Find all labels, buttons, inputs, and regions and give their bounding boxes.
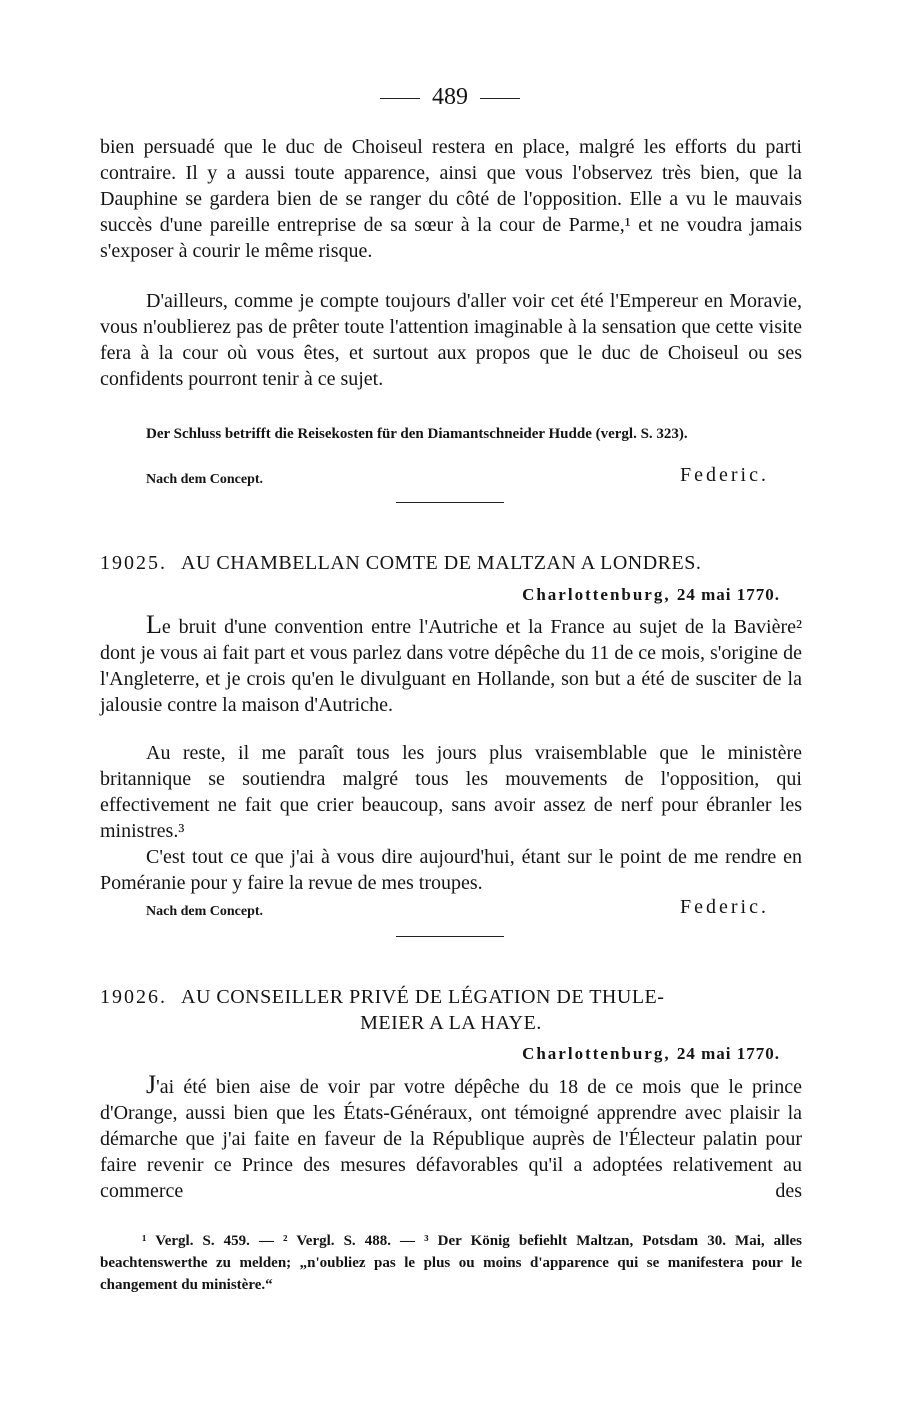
- header-dash-left: [380, 98, 420, 99]
- letter-heading: [100, 552, 802, 575]
- signature: Federic.: [680, 464, 769, 486]
- letter-heading: [100, 986, 802, 1009]
- body-paragraph: Au reste, il me paraît tous les jours plus vraisemblable que le ministère britannique se soutiendra malgré tous les mouvements de l'opposition, qui effectivement ne fait que crier beaucoup, sans avoir assez de nerf pour ébranler les ministres.³: [100, 742, 802, 842]
- dateline-place: Charlottenburg,: [522, 1044, 671, 1063]
- page-header: [0, 84, 900, 111]
- initial-letter: L: [146, 610, 162, 639]
- letter-title: AU CONSEILLER PRIVÉ DE LÉGATION DE THULE-: [181, 986, 665, 1008]
- section-divider: [396, 502, 504, 503]
- letter-title: AU CHAMBELLAN COMTE DE MALTZAN A LONDRES.: [181, 552, 702, 574]
- paragraph-text: 'ai été bien aise de voir par votre dépêche du 18 de ce mois que le prince d'Orange, aussi bien que les États-Généraux, ont témoigné apprendre avec plaisir la démarche que j'ai faite en faveur de la République auprès de l'Électeur palatin pour faire revenir ce Prince des mesures défavorables qu'il a adoptées relativement au commerce des: [100, 1076, 802, 1202]
- section-divider: [396, 936, 504, 937]
- signature: Federic.: [680, 896, 769, 918]
- dateline-place: Charlottenburg,: [522, 585, 671, 604]
- initial-letter: J: [146, 1070, 157, 1099]
- letter-title-continued: MEIER A LA HAYE.: [360, 1012, 542, 1034]
- letter-number: 19025.: [100, 552, 167, 574]
- body-paragraph: C'est tout ce que j'ai à vous dire aujourd'hui, étant sur le point de me rendre en Poméranie pour y faire la revue de mes troupes.: [100, 846, 802, 894]
- letter-number: 19026.: [100, 986, 167, 1008]
- body-paragraph: D'ailleurs, comme je compte toujours d'aller voir cet été l'Empereur en Moravie, vous n'oublierez pas de prêter toute l'attention imaginable à la sensation que cette visite fera à la cour où vous êtes, et surtout aux propos que le duc de Choiseul ou ses confidents pourront tenir à ce sujet.: [100, 290, 802, 390]
- dateline: [100, 1044, 780, 1064]
- dateline-date: 24 mai 1770.: [676, 585, 780, 604]
- editorial-note: Der Schluss betrifft die Reisekosten für den Diamantschneider Hudde (vergl. S. 323).: [146, 426, 688, 442]
- page-number: 489: [432, 84, 468, 110]
- dateline-date: 24 mai 1770.: [676, 1044, 780, 1063]
- body-paragraph: bien persuadé que le duc de Choiseul restera en place, malgré les efforts du parti contraire. Il y a aussi toute apparence, ainsi que vous l'observez très bien, que la Dauphine se gardera bien de se ranger du côté de l'opposition. Elle a vu le mauvais succès d'une pareille entreprise de sa sœur à la cour de Parme,¹ et ne voudra jamais s'exposer à courir le même risque.: [100, 136, 802, 262]
- footnotes: ¹ Vergl. S. 459. — ² Vergl. S. 488. — ³ Der König befiehlt Maltzan, Potsdam 30. Mai, alles beachtenswerthe zu melden; „n'oubliez pas le plus ou moins d'apparence qui se manifestera pour le changement du ministère.“: [100, 1233, 802, 1293]
- header-dash-right: [480, 98, 520, 99]
- body-paragraph: [100, 612, 802, 718]
- source-note: Nach dem Concept.: [146, 904, 264, 919]
- source-note: Nach dem Concept.: [146, 472, 264, 487]
- paragraph-text: e bruit d'une convention entre l'Autriche et la France au sujet de la Bavière² dont je vous ai fait part et vous parlez dans votre dépêche du 11 de ce mois, s'origine de l'Angleterre, et je crois qu'en le divulguant en Hollande, son but a été de susciter de la jalousie contre la maison d'Autriche.: [100, 616, 802, 716]
- dateline: [100, 585, 780, 605]
- body-paragraph: [100, 1072, 802, 1204]
